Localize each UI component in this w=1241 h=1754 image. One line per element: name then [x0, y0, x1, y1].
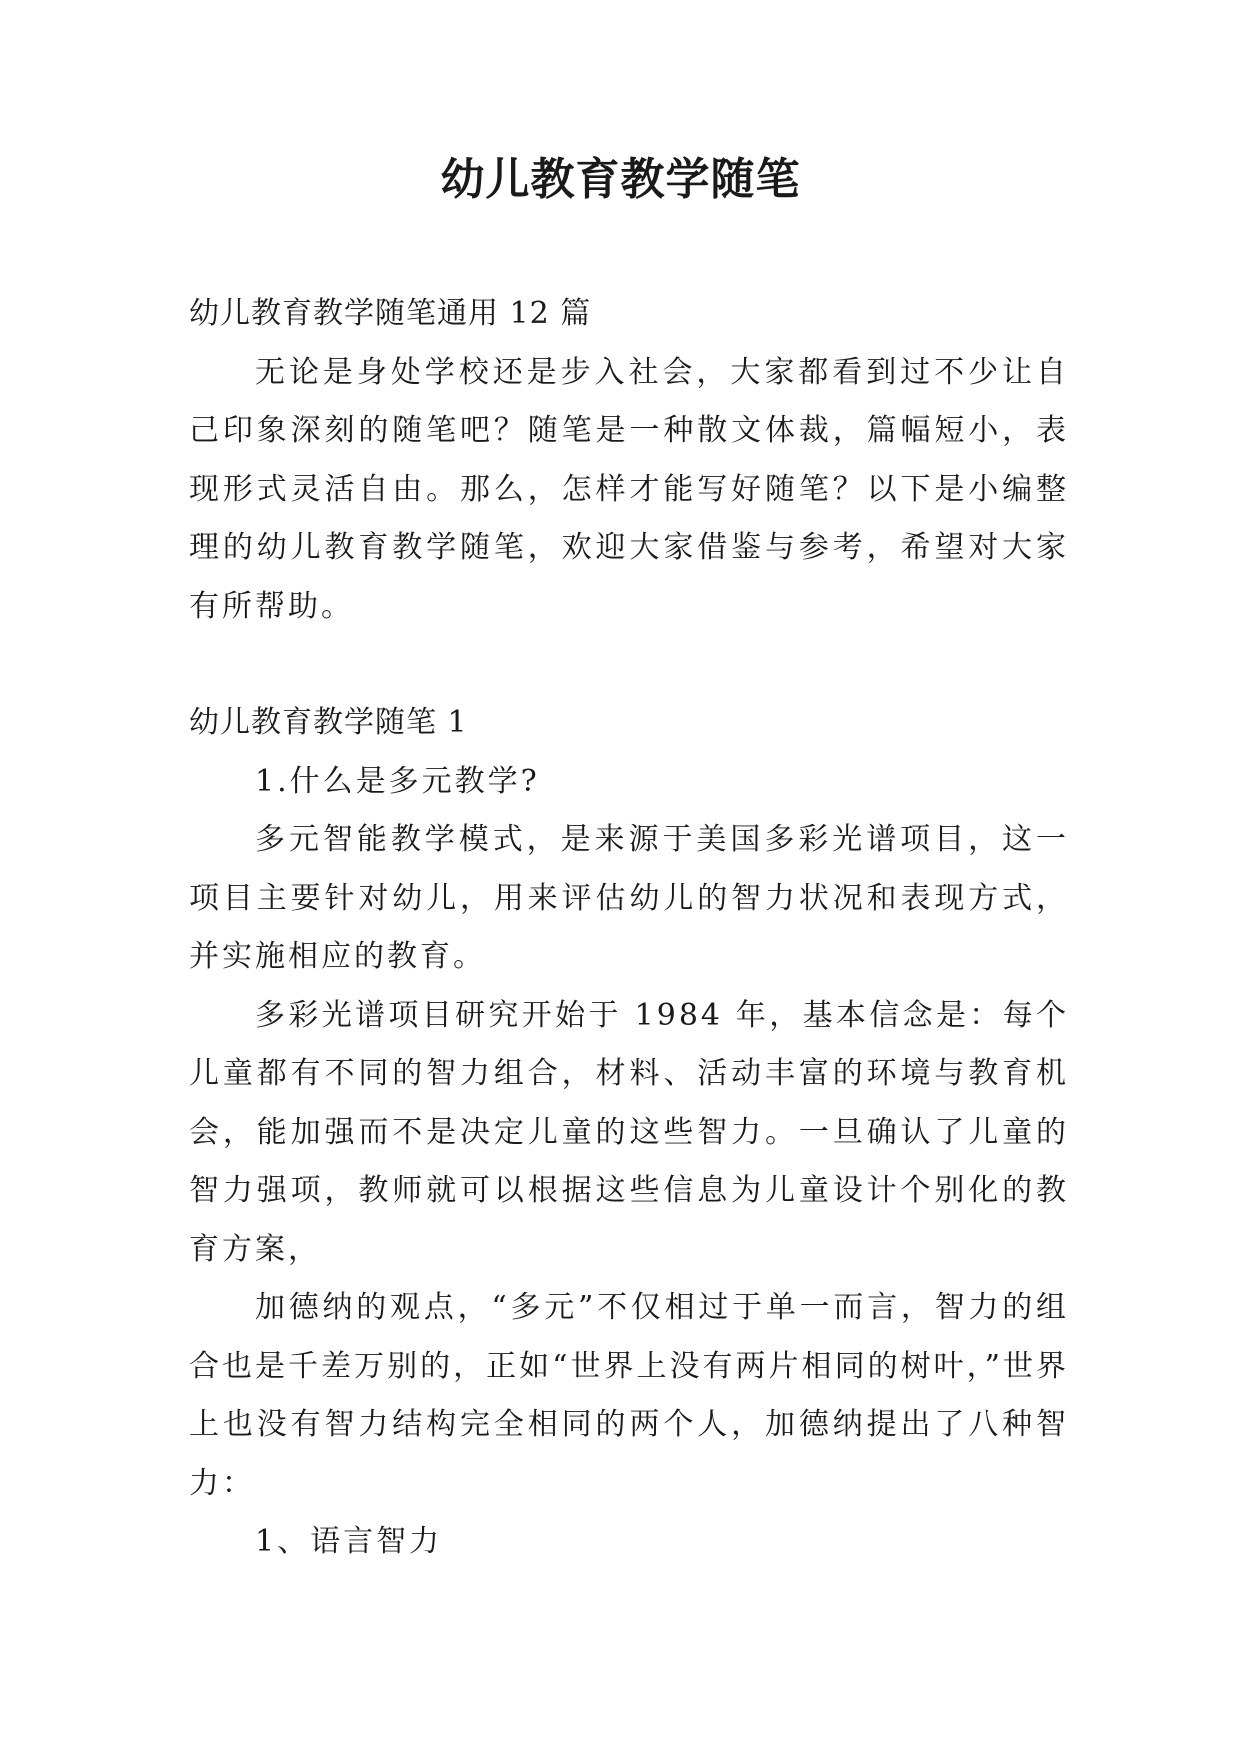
intro-paragraph: 无论是身处学校还是步入社会，大家都看到过不少让自己印象深刻的随笔吧？随笔是一种散文体裁，篇幅短小，表现形式灵活自由。那么，怎样才能写好随笔？以下是小编整理的幼儿教育教学随笔，欢迎大家借鉴与参考，希望对大家有所帮助。 [189, 354, 1069, 624]
paragraph-1: 多元智能教学模式，是来源于美国多彩光谱项目，这一项目主要针对幼儿，用来评估幼儿的智力状况和表现方式，并实施相应的教育。 [189, 822, 1069, 974]
list-item-1: 1、语言智力 [255, 1524, 443, 1559]
section-spacer [189, 636, 1069, 694]
document-body [189, 285, 1069, 1572]
paragraph-3: 加德纳的观点，“多元”不仅相过于单一而言，智力的组合也是千差万别的，正如“世界上没有两片相同的树叶，”世界上也没有智力结构完全相同的两个人，加德纳提出了八种智力： [189, 1290, 1069, 1501]
question-line: 1.什么是多元教学? [255, 763, 540, 799]
section-heading: 幼儿教育教学随笔 1 [189, 705, 468, 740]
document-title: 幼儿教育教学随笔 [440, 154, 801, 205]
paragraph-2: 多彩光谱项目研究开始于 1984 年，基本信念是：每个儿童都有不同的智力组合，材料、活动丰富的环境与教育机会，能加强而不是决定儿童的这些智力。一旦确认了儿童的智力强项，教师就可以根据这些信息为儿童设计个别化的教育方案， [189, 997, 1069, 1267]
document-subtitle: 幼儿教育教学随笔通用 12 篇 [189, 296, 592, 331]
